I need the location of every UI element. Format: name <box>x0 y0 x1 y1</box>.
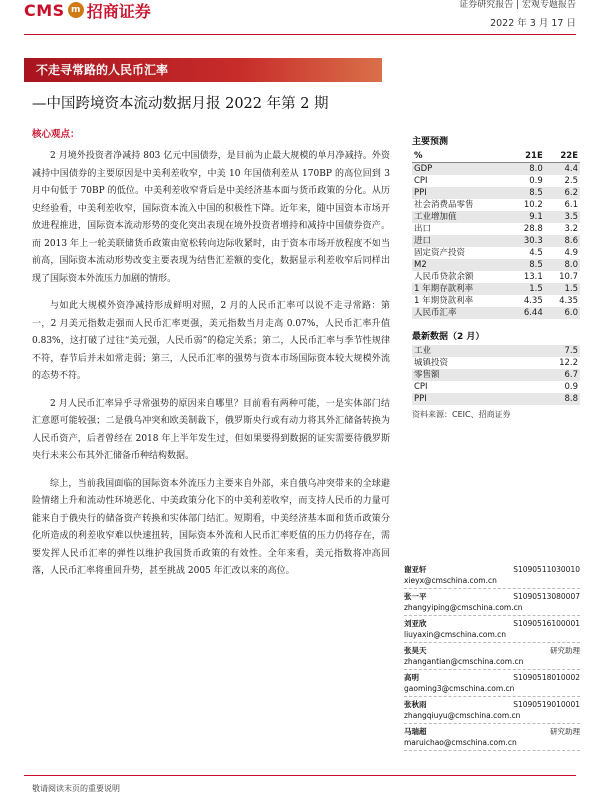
body-paragraph: 2 月境外投资者净减持 803 亿元中国债券，是目前为止最大规模的单月净减持。外资减持中国债券的主要原因是中美利差收窄，中美 10 年国债利差从 170BP 的高位回到 3 月中旬低于 70BP 的低位。中美利差收窄背后是中美经济基本面与货币政策的分化。从历史经验看，中美利差收窄，国际资本流入中国的积极性下降。近年来，随中国资本市场开放进程推进，国际资本流动形势的变化突出表现在境外投资者增持和减持中国债券资产。而 2013 年上一轮美联储货币政策由宽松转向边际收紧时，由于资本市场开放程度不如当前高，国际资本流动形势改变主要表现为结售汇差额的变化，数据显示利差收窄后同样出现了国际资本外流压力加剧的情形。 <box>32 151 390 284</box>
analyst-row <box>404 564 580 575</box>
value-21e: 0.9 <box>529 176 543 186</box>
latest-value: 12.2 <box>559 358 578 368</box>
forecast-row <box>412 283 580 295</box>
analyst-cert-id: S1090513080007 <box>513 592 580 601</box>
forecast-row <box>412 295 580 307</box>
latest-row <box>412 369 580 381</box>
value-21e: 9.1 <box>510 211 545 223</box>
analyst-entry <box>404 643 580 670</box>
report-subtitle: —中国跨境资本流动数据月报 2022 年第 2 期 <box>32 96 329 112</box>
body-paragraph: 2 月人民币汇率异乎寻常强势的原因来自哪里？目前看有两种可能，一是实体部门结汇意愿可能较强；二是俄乌冲突和欧美制裁下，俄罗斯央行或有动力将其外汇储备转换为人民币资产，后者曾经在 2018 年上半年发生过，但如果要得到数据的证实需要待俄罗斯央行未来公布其外汇储备币种结构数据。 <box>32 398 390 461</box>
analyst-email: zhangantian@cmschina.com.cn <box>404 657 524 666</box>
analyst-cert-id: 研究助理 <box>550 646 580 655</box>
indicator-label: 人民币汇率 <box>412 307 510 319</box>
forecast-row <box>412 187 580 199</box>
value-22e: 4.4 <box>545 163 580 176</box>
value-22e: 6.1 <box>564 200 578 210</box>
latest-value: 7.5 <box>517 345 580 357</box>
analyst-entry <box>404 697 580 724</box>
value-21e: 4.5 <box>529 248 543 258</box>
value-22e: 3.5 <box>545 211 580 223</box>
latest-data-table <box>412 345 580 405</box>
data-source: 资料来源：CEIC、招商证券 <box>412 410 511 419</box>
analyst-name: 马瑞超 <box>404 727 427 736</box>
forecast-row <box>412 271 580 283</box>
column-header: 22E <box>560 151 578 161</box>
analyst-name: 张一平 <box>404 592 427 601</box>
value-22e: 4.35 <box>559 296 578 306</box>
value-21e: 8.0 <box>510 163 545 176</box>
indicator-label: PPI <box>412 393 517 405</box>
forecast-row <box>412 307 580 319</box>
analyst-name: 张秋雨 <box>404 700 427 709</box>
value-22e: 1.5 <box>545 283 580 295</box>
indicator-label: 工业 <box>412 345 517 357</box>
report-type: 证券研究报告 | 宏观专题报告 <box>459 0 576 10</box>
forecast-row <box>412 235 580 247</box>
latest-row <box>412 381 580 393</box>
forecast-row <box>412 247 580 259</box>
analyst-email: gaoming3@cmschina.com.cn <box>404 684 515 693</box>
indicator-label: CPI <box>414 176 428 186</box>
value-22e: 6.2 <box>545 187 580 199</box>
footer-note: 敬请阅读末页的重要说明 <box>32 784 120 793</box>
indicator-label: 人民币贷款余额 <box>414 272 474 282</box>
value-22e: 4.9 <box>564 248 578 258</box>
company-logo <box>24 0 151 20</box>
latest-data-title: 最新数据（2 月） <box>412 332 485 342</box>
indicator-label: PPI <box>412 187 510 199</box>
value-22e: 6.0 <box>545 307 580 319</box>
analyst-cert-id: S1090516100001 <box>513 619 580 628</box>
forecast-row <box>412 223 580 235</box>
analyst-entry <box>404 562 580 589</box>
forecast-header-row <box>412 150 580 163</box>
sidebar <box>412 134 580 420</box>
forecast-row <box>412 211 580 223</box>
value-21e: 30.3 <box>510 235 545 247</box>
indicator-label: 1 年期贷款利率 <box>414 296 474 306</box>
indicator-label: 零售额 <box>412 369 517 381</box>
analyst-email: zhangqiuyu@cmschina.com.cn <box>404 711 521 720</box>
analyst-row <box>404 645 580 656</box>
analyst-entry <box>404 589 580 616</box>
value-21e: 8.5 <box>510 187 545 199</box>
analyst-entry <box>404 616 580 643</box>
analyst-row <box>404 591 580 602</box>
value-21e: 4.35 <box>523 296 543 306</box>
title-banner: 不走寻常路的人民币汇率 <box>24 58 382 82</box>
latest-value: 0.9 <box>564 382 578 392</box>
analyst-row <box>404 699 580 710</box>
forecast-row <box>412 199 580 211</box>
analyst-row <box>404 618 580 629</box>
value-21e: 8.5 <box>510 259 545 271</box>
analyst-list <box>404 562 580 751</box>
report-header <box>0 0 600 40</box>
analyst-name: 高明 <box>404 673 419 682</box>
value-22e: 8.6 <box>545 235 580 247</box>
analyst-row <box>404 726 580 737</box>
indicator-label: 1 年期存款利率 <box>412 283 510 295</box>
header-divider <box>24 34 576 35</box>
value-22e: 10.7 <box>559 272 578 282</box>
value-21e: 28.8 <box>523 224 543 234</box>
forecast-row <box>412 259 580 271</box>
value-21e: 10.2 <box>523 200 543 210</box>
forecast-title: 主要预测 <box>412 137 449 147</box>
footer-divider <box>24 775 576 776</box>
logo-mark-icon: m <box>68 2 84 18</box>
indicator-label: CPI <box>414 382 428 392</box>
column-header: % <box>414 151 423 161</box>
analyst-name: 张昊天 <box>404 646 427 655</box>
forecast-row <box>412 163 580 176</box>
value-22e: 3.2 <box>564 224 578 234</box>
indicator-label: 固定资产投资 <box>414 248 466 258</box>
value-22e: 2.5 <box>564 176 578 186</box>
analyst-entry <box>404 724 580 751</box>
indicator-label: 进口 <box>412 235 510 247</box>
latest-body <box>412 345 580 405</box>
latest-row <box>412 393 580 405</box>
analyst-cert-id: S1090519010001 <box>513 700 580 709</box>
analyst-cert-id: S1090518010002 <box>513 673 580 682</box>
analyst-cert-id: S1090511030010 <box>513 565 580 574</box>
indicator-label: 城镇投资 <box>414 358 449 368</box>
analyst-row <box>404 672 580 683</box>
analyst-email: xieyx@cmschina.com.cn <box>404 576 497 585</box>
forecast-table <box>412 150 580 319</box>
indicator-label: 社会消费品零售 <box>414 200 474 210</box>
forecast-row <box>412 175 580 187</box>
latest-row <box>412 357 580 369</box>
analyst-name: 刘亚欣 <box>404 619 427 628</box>
report-date: 2022 年 3 月 17 日 <box>490 18 576 29</box>
logo-text-cn: 招商证券 <box>86 1 151 21</box>
value-21e: 1.5 <box>510 283 545 295</box>
core-views-label: 核心观点： <box>32 129 80 140</box>
main-content <box>32 126 390 591</box>
logo-text-en: CMS <box>24 0 65 20</box>
analyst-cert-id: 研究助理 <box>550 727 580 736</box>
indicator-label: 工业增加值 <box>412 211 510 223</box>
body-paragraph: 综上，当前我国面临的国际资本外流压力主要来自外部，来自俄乌冲突带来的全球避险情绪上升和流动性环境恶化、中美政策分化下的中美利差收窄，而支持人民币的力量可能来自于俄央行的储备资产转换和实体部门结汇。短期看，中美经济基本面和货币政策分化所造成的利差收窄难以快速扭转，国际资本外流和人民币汇率贬值的压力仍将存在，需要发挥人民币汇率的弹性以维护我国货币政策的有效性。全年来看，美元指数将冲高回落，人民币汇率将重回升势，甚至挑战 2005 年汇改以来的高位。 <box>32 478 390 576</box>
forecast-body <box>412 163 580 320</box>
analyst-email: zhangyiping@cmschina.com.cn <box>404 603 523 612</box>
indicator-label: GDP <box>412 163 510 176</box>
header-meta <box>459 0 576 29</box>
analyst-entry <box>404 670 580 697</box>
indicator-label: M2 <box>412 259 510 271</box>
latest-value: 8.8 <box>517 393 580 405</box>
analyst-email: maruichao@cmschina.com.cn <box>404 738 517 747</box>
value-21e: 13.1 <box>523 272 543 282</box>
value-21e: 6.44 <box>510 307 545 319</box>
latest-row <box>412 345 580 357</box>
body-paragraph: 与如此大规模外资净减持形成鲜明对照，2 月的人民币汇率可以说不走寻常路：第一，2 月美元指数走强而人民币汇率更强，美元指数当月走高 0.07%，人民币汇率升值 0.83%，这打破了过往“美元强，人民币弱”的稳定关系；第二，人民币汇率与季节性规律不符，春节后并未如常走弱；第三，人民币汇率的强势与资本市场国际资本较大规模外流的态势不符。 <box>32 301 390 381</box>
analyst-email: liuyaxin@cmschina.com.cn <box>404 630 507 639</box>
column-header: 21E <box>525 151 543 161</box>
latest-value: 6.7 <box>517 369 580 381</box>
analyst-name: 谢亚轩 <box>404 565 427 574</box>
value-22e: 8.0 <box>545 259 580 271</box>
indicator-label: 出口 <box>414 224 432 234</box>
